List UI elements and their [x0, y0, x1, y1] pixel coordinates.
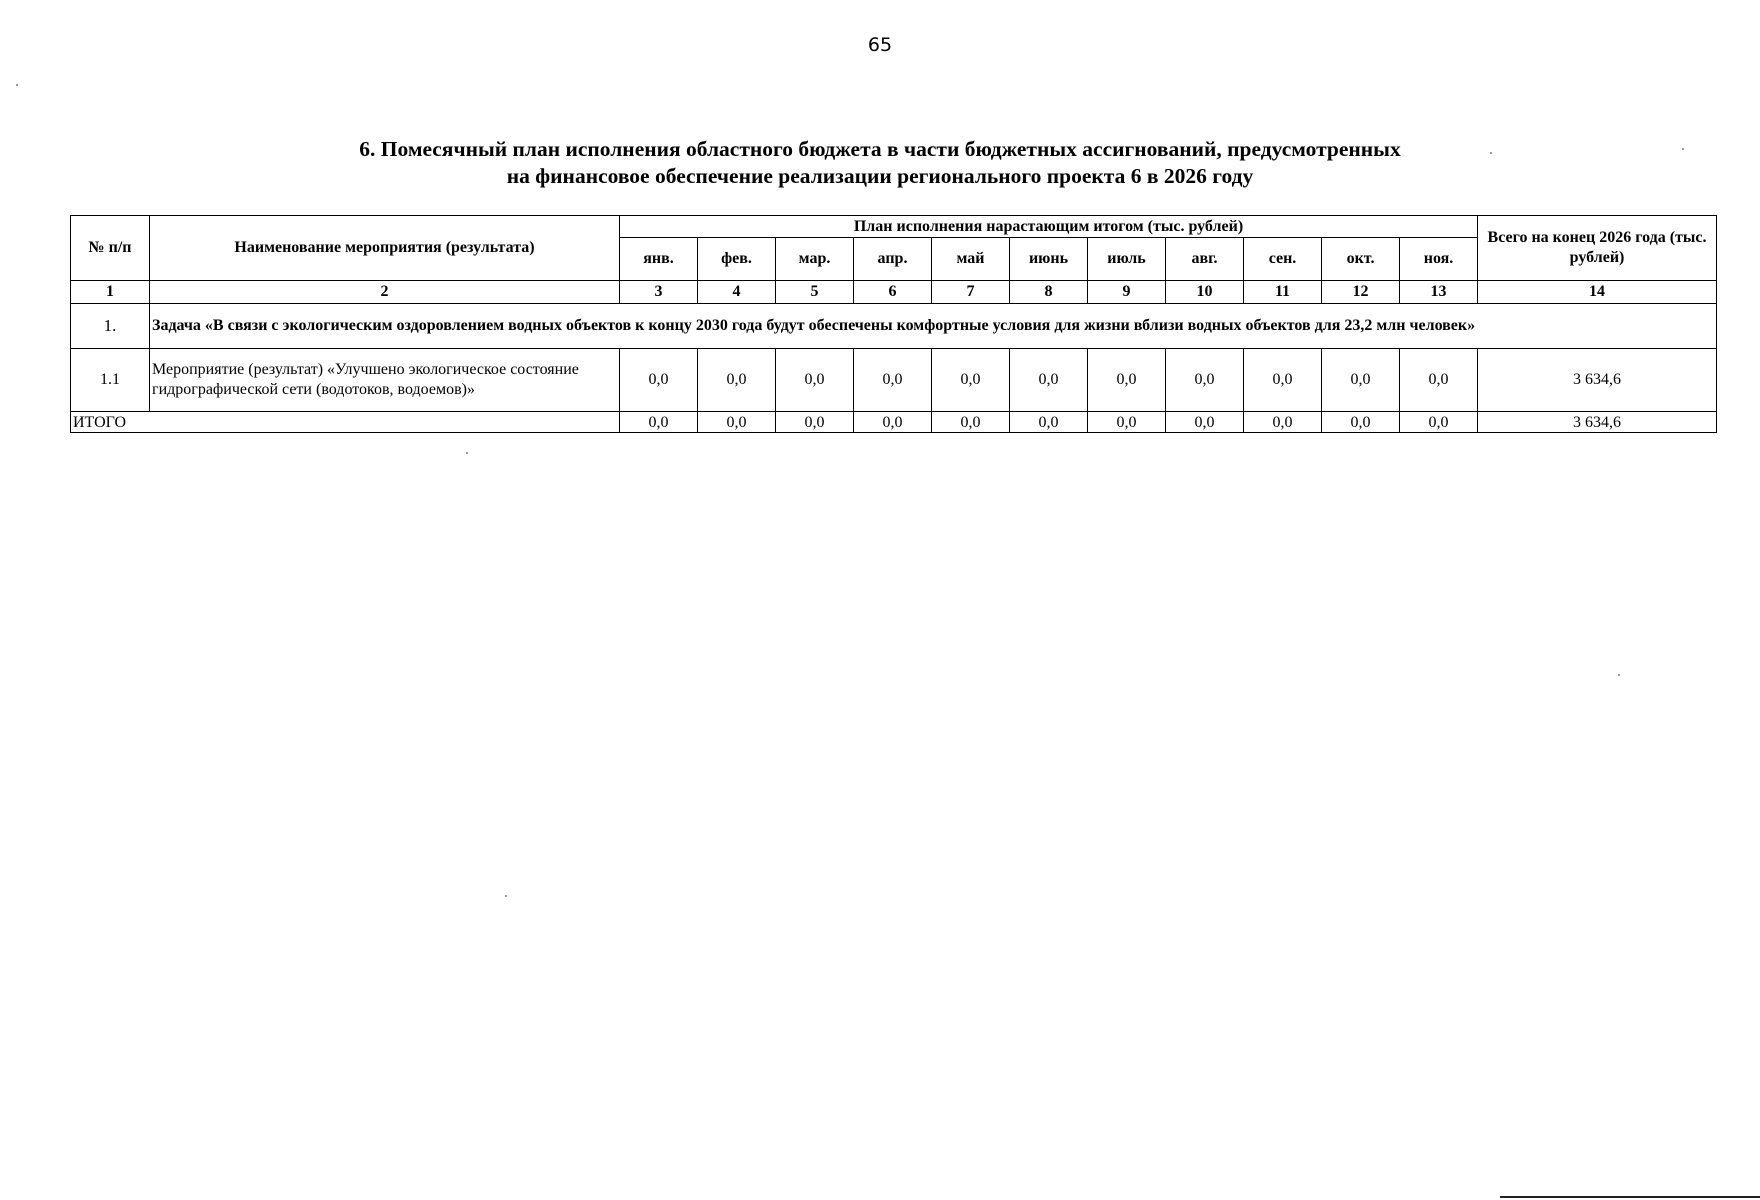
header-num: № п/п: [71, 216, 150, 281]
activity-month-value: 0,0: [1400, 349, 1478, 412]
column-index: 9: [1088, 281, 1166, 304]
title-line-2: на финансовое обеспечение реализации регионального проекта 6 в 2026 году: [506, 164, 1254, 188]
total-month-value: 0,0: [1400, 412, 1478, 433]
total-row: [71, 412, 1717, 433]
column-index: 12: [1322, 281, 1400, 304]
total-month-value: 0,0: [698, 412, 776, 433]
column-index: 5: [776, 281, 854, 304]
column-index: 2: [150, 281, 620, 304]
scan-speck: [466, 452, 468, 454]
activity-month-value: 0,0: [620, 349, 698, 412]
total-month-value: 0,0: [932, 412, 1010, 433]
scan-speck: [1618, 674, 1620, 676]
scan-edge-line: [1500, 1196, 1760, 1198]
budget-plan-table: [70, 215, 1717, 433]
header-month: окт.: [1322, 238, 1400, 281]
scan-speck: [1490, 152, 1492, 154]
table-row: [71, 349, 1717, 412]
header-month: авг.: [1166, 238, 1244, 281]
activity-description: Мероприятие (результат) «Улучшено экологическое состояние гидрографической сети (водотоков, водоемов)»: [150, 349, 620, 412]
task-row: [71, 304, 1717, 349]
header-total: Всего на конец 2026 года (тыс. рублей): [1478, 216, 1717, 281]
scan-speck: [1682, 148, 1684, 150]
grand-total: 3 634,6: [1478, 412, 1717, 433]
header-month: июль: [1088, 238, 1166, 281]
column-index: 11: [1244, 281, 1322, 304]
task-number: 1.: [71, 304, 150, 349]
header-month: апр.: [854, 238, 932, 281]
activity-month-value: 0,0: [854, 349, 932, 412]
document-title: [0, 136, 1760, 190]
column-index: 3: [620, 281, 698, 304]
activity-month-value: 0,0: [1088, 349, 1166, 412]
header-month: сен.: [1244, 238, 1322, 281]
column-index: 6: [854, 281, 932, 304]
activity-month-value: 0,0: [698, 349, 776, 412]
activity-month-value: 0,0: [1166, 349, 1244, 412]
task-description: Задача «В связи с экологическим оздоровлением водных объектов к концу 2030 года будут обеспечены комфортные условия для жизни вблизи водных объектов для 23,2 млн человек»: [150, 304, 1717, 349]
activity-number: 1.1: [71, 349, 150, 412]
total-month-value: 0,0: [620, 412, 698, 433]
total-label: ИТОГО: [71, 412, 620, 433]
activity-month-value: 0,0: [1322, 349, 1400, 412]
total-month-value: 0,0: [776, 412, 854, 433]
column-index: 14: [1478, 281, 1717, 304]
column-index: 1: [71, 281, 150, 304]
scan-speck: [16, 84, 18, 86]
total-month-value: 0,0: [1166, 412, 1244, 433]
page-number: 65: [867, 34, 893, 56]
title-line-1: 6. Помесячный план исполнения областного бюджета в части бюджетных ассигнований, предусмотренных: [359, 137, 1401, 161]
activity-month-value: 0,0: [776, 349, 854, 412]
header-plan-group: План исполнения нарастающим итогом (тыс. рублей): [620, 216, 1478, 238]
column-index: 8: [1010, 281, 1088, 304]
column-index: 10: [1166, 281, 1244, 304]
activity-month-value: 0,0: [932, 349, 1010, 412]
header-name: Наименование мероприятия (результата): [150, 216, 620, 281]
scan-speck: [505, 895, 507, 897]
total-month-value: 0,0: [1010, 412, 1088, 433]
header-month: июнь: [1010, 238, 1088, 281]
header-month: янв.: [620, 238, 698, 281]
activity-month-value: 0,0: [1010, 349, 1088, 412]
header-month: мар.: [776, 238, 854, 281]
column-index-row: [71, 281, 1717, 304]
activity-month-value: 0,0: [1244, 349, 1322, 412]
total-month-value: 0,0: [1322, 412, 1400, 433]
activity-total: 3 634,6: [1478, 349, 1717, 412]
total-month-value: 0,0: [1244, 412, 1322, 433]
column-index: 13: [1400, 281, 1478, 304]
column-index: 4: [698, 281, 776, 304]
header-month: ноя.: [1400, 238, 1478, 281]
total-month-value: 0,0: [1088, 412, 1166, 433]
column-index: 7: [932, 281, 1010, 304]
header-month: май: [932, 238, 1010, 281]
total-month-value: 0,0: [854, 412, 932, 433]
header-month: фев.: [698, 238, 776, 281]
